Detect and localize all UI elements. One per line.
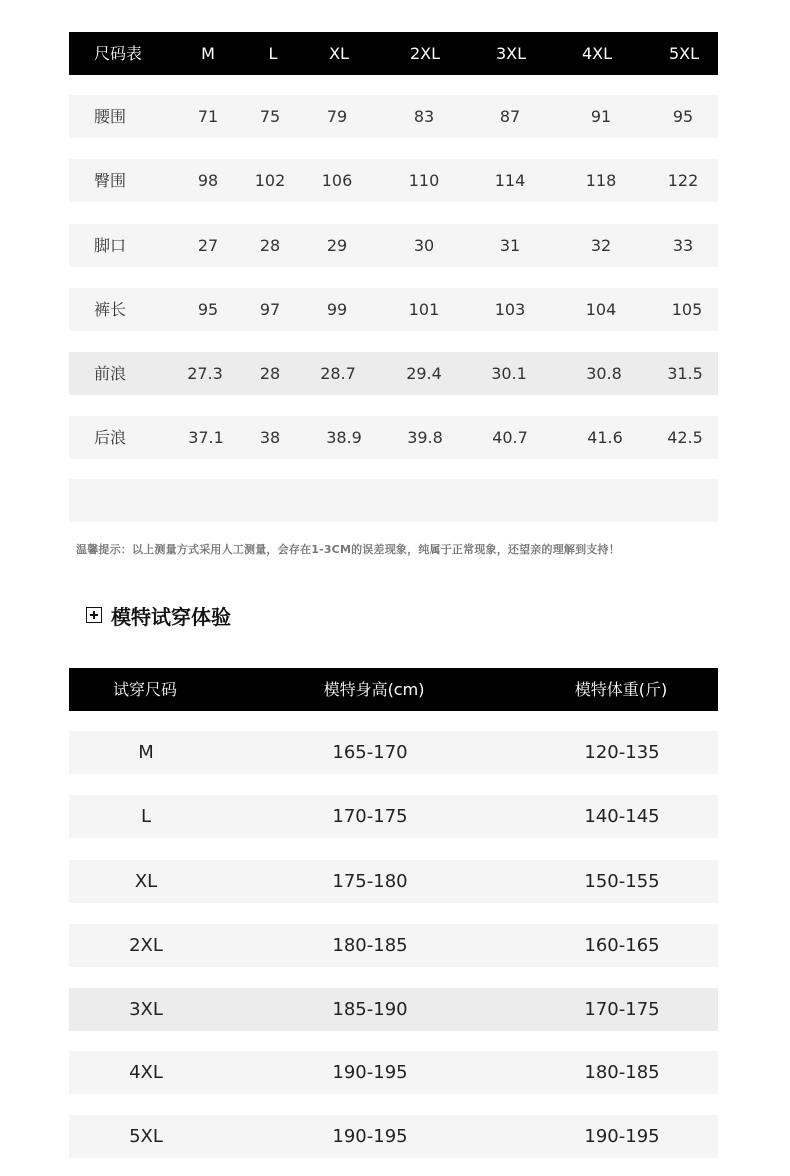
table-cell: 75	[259, 107, 281, 126]
row-label: 臀围	[94, 171, 127, 190]
table-cell: 95	[197, 300, 219, 319]
table-cell: 28	[259, 236, 281, 255]
table-cell: 27	[197, 236, 219, 255]
table-cell: 95	[672, 107, 694, 126]
table-cell: 160-165	[584, 935, 660, 956]
table-cell: 190-195	[332, 1126, 408, 1147]
row-label: 脚口	[94, 236, 127, 255]
model-table-header	[69, 668, 718, 711]
table-cell: 87	[499, 107, 521, 126]
table-cell: 101	[408, 300, 440, 319]
table-cell: 175-180	[332, 871, 408, 892]
table-cell: 32	[590, 236, 612, 255]
empty-row	[69, 479, 718, 522]
table-cell: 4XL	[129, 1062, 163, 1083]
table-cell: M	[138, 742, 154, 763]
table-cell: 27.3	[187, 364, 223, 383]
section-title	[86, 600, 231, 630]
table-row	[69, 159, 718, 202]
table-cell: 5XL	[129, 1126, 163, 1147]
table-cell: 28	[259, 364, 281, 383]
size-header-l: L	[268, 44, 278, 63]
table-cell: 120-135	[584, 742, 660, 763]
table-cell: 2XL	[129, 935, 163, 956]
plus-square-icon	[86, 607, 102, 623]
table-cell: 30.1	[491, 364, 527, 383]
table-cell: 98	[197, 171, 219, 190]
table-row	[69, 988, 718, 1031]
size-header-xl: XL	[329, 44, 349, 63]
table-cell: 185-190	[332, 999, 408, 1020]
size-header-4xl: 4XL	[581, 44, 613, 63]
table-cell: 40.7	[492, 428, 528, 447]
table-row	[69, 860, 718, 903]
table-cell: 118	[585, 171, 617, 190]
table-cell: XL	[134, 871, 158, 892]
table-cell: 170-175	[584, 999, 660, 1020]
measurement-note: 温馨提示：以上测量方式采用人工测量，会存在1-3CM的误差现象，纯属于正常现象，还望亲的理解到支持！	[76, 543, 620, 556]
table-cell: 103	[494, 300, 526, 319]
table-cell: 37.1	[188, 428, 224, 447]
table-cell: 42.5	[667, 428, 703, 447]
table-cell: 38.9	[326, 428, 362, 447]
header-height: 模特身高(cm)	[323, 680, 425, 699]
table-cell: 33	[672, 236, 694, 255]
table-cell: 71	[197, 107, 219, 126]
size-chart-header	[69, 32, 718, 75]
table-row	[69, 416, 718, 459]
table-cell: 180-185	[332, 935, 408, 956]
table-cell: 102	[254, 171, 286, 190]
table-row	[69, 352, 718, 395]
table-cell: L	[140, 806, 152, 827]
table-row	[69, 924, 718, 967]
table-cell: 190-195	[584, 1126, 660, 1147]
table-cell: 31	[499, 236, 521, 255]
table-cell: 83	[413, 107, 435, 126]
table-cell: 110	[408, 171, 440, 190]
table-cell: 180-185	[584, 1062, 660, 1083]
size-header-m: M	[201, 44, 215, 63]
size-header-5xl: 5XL	[668, 44, 700, 63]
row-label: 腰围	[94, 107, 127, 126]
table-row	[69, 95, 718, 138]
table-row	[69, 731, 718, 774]
table-cell: 30	[413, 236, 435, 255]
table-cell: 31.5	[667, 364, 703, 383]
table-cell: 38	[259, 428, 281, 447]
row-label: 后浪	[94, 428, 127, 447]
table-cell: 150-155	[584, 871, 660, 892]
table-cell: 79	[326, 107, 348, 126]
table-cell: 114	[494, 171, 526, 190]
table-cell: 3XL	[129, 999, 163, 1020]
table-row	[69, 795, 718, 838]
table-row	[69, 1051, 718, 1094]
table-row	[69, 288, 718, 331]
table-cell: 41.6	[587, 428, 623, 447]
table-cell: 39.8	[407, 428, 443, 447]
table-cell: 170-175	[332, 806, 408, 827]
table-cell: 97	[259, 300, 281, 319]
table-cell: 28.7	[320, 364, 356, 383]
table-cell: 104	[585, 300, 617, 319]
table-cell: 190-195	[332, 1062, 408, 1083]
section-title-text: 模特试穿体验	[111, 604, 231, 629]
row-label: 裤长	[94, 300, 127, 319]
size-header-2xl: 2XL	[409, 44, 441, 63]
table-cell: 91	[590, 107, 612, 126]
table-cell: 140-145	[584, 806, 660, 827]
table-cell: 165-170	[332, 742, 408, 763]
header-try-size: 试穿尺码	[112, 680, 178, 699]
table-cell: 29.4	[406, 364, 442, 383]
table-cell: 122	[667, 171, 699, 190]
table-cell: 106	[321, 171, 353, 190]
table-cell: 30.8	[586, 364, 622, 383]
size-chart-header-title: 尺码表	[94, 44, 143, 63]
row-label: 前浪	[94, 364, 127, 383]
table-cell: 29	[326, 236, 348, 255]
header-weight: 模特体重(斤)	[574, 680, 668, 699]
size-header-3xl: 3XL	[495, 44, 527, 63]
table-row	[69, 224, 718, 267]
table-row	[69, 1115, 718, 1158]
table-cell: 105	[671, 300, 703, 319]
table-cell: 99	[326, 300, 348, 319]
